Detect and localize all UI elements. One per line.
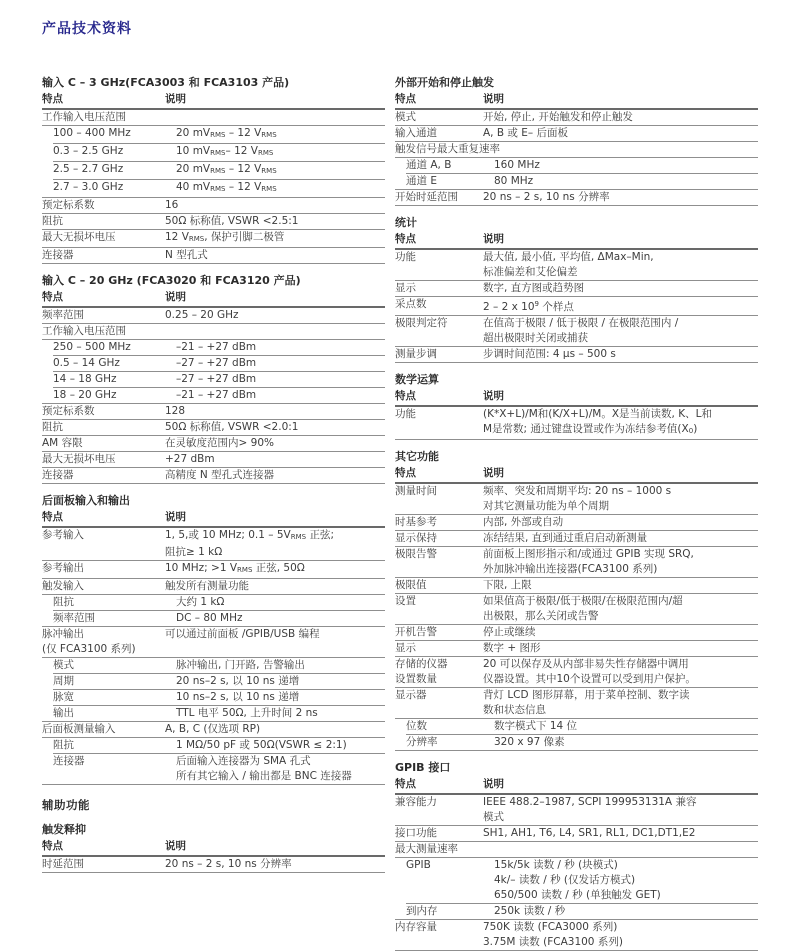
description-cell: 1, 5,或 10 MHz; $0.1 - 5V_{RMS}$ 正弦; 阻抗≥ 1 kΩ [165,529,334,558]
description-cell: 128 [165,405,186,417]
table-row [395,316,758,346]
table-row [42,110,385,125]
description-cell: –27 – +27 dBm [176,373,257,385]
table-row [42,144,385,161]
description-cell: 16 [165,199,179,211]
table-row [395,484,758,514]
table-header-row [395,232,758,250]
table-header-row [395,389,758,407]
table-row [395,407,758,439]
spec-table [395,215,758,363]
feature-cell: 阻抗 [53,596,74,608]
table-header-row [42,92,385,110]
description-column-header: 说明 [483,93,504,105]
description-cell: 大约 1 kΩ [176,596,225,608]
feature-column-header: 特点 [395,467,416,479]
feature-cell: 频率范围 [42,309,84,321]
spec-table [42,75,385,264]
table-header-row [395,466,758,484]
table-row [42,324,385,339]
table-row [395,142,758,157]
feature-cell: 预定标系数 [42,199,95,211]
description-cell: 背灯 LCD 图形屏幕，用于菜单控制、数字读 数和状态信息 [483,689,690,716]
feature-cell: 显示 [395,282,416,294]
table-row [395,126,758,141]
table-row [395,158,758,173]
right-column [395,66,758,951]
table-title: 统计 [395,216,417,229]
description-cell: N 型孔式 [165,249,208,261]
feature-cell: 显示器 [395,689,427,701]
feature-cell: 内存容量 [395,921,437,933]
table-title: 输入 C – 3 GHz(FCA3003 和 FCA3103 产品) [42,76,290,89]
table-row [42,420,385,435]
table-row [395,515,758,530]
description-cell: 冻结结果, 直到通过重启启动新测量 [483,532,648,544]
description-cell: 高精度 N 型孔式连接器 [165,469,275,481]
feature-cell: 到内存 [406,905,438,917]
description-cell: 脉冲输出, 门开路, 告警输出 [176,659,305,671]
feature-cell: 后面板测量输入 [42,723,116,735]
description-cell: 下限, 上限 [483,579,532,591]
description-cell: –21 – +27 dBm [176,389,257,401]
feature-cell: 开机告警 [395,626,437,638]
feature-column-header: 特点 [42,511,63,523]
description-cell: 15k/5k 读数 / 秒 (块模式) 4k/– 读数 / 秒 (仅发话方模式) 650/500 读数 / 秒 (单独触发 GET) [494,859,661,901]
feature-cell: 触发输入 [42,580,84,592]
table-title: GPIB 接口 [395,761,451,774]
description-cell: A, B 或 E– 后面板 [483,127,568,139]
description-column-header: 说明 [165,93,186,105]
feature-cell: 脉宽 [53,691,74,703]
table-bottom-rule [395,205,758,206]
description-cell: –21 – +27 dBm [176,341,257,353]
table-row [42,468,385,483]
table-row [42,690,385,705]
table-row [42,561,385,578]
feature-cell: 显示保持 [395,532,437,544]
table-title: 触发释抑 [42,823,86,836]
description-cell: 80 MHz [494,175,534,187]
description-cell: 50Ω 标称值, VSWR <2.5:1 [165,215,299,227]
feature-cell: GPIB [406,859,431,871]
table-row [42,627,385,657]
description-cell: (K*X+L)/M和(K/X+L)/M。X是当前读数, K、L和 M是常数; 通过键盘设置或作为冻结参考值$(X_0)$ [483,408,712,435]
table-row [42,722,385,737]
description-column-header: 说明 [483,778,504,790]
left-column [42,66,385,873]
table-row [395,110,758,125]
table-row [42,230,385,247]
spec-table [395,760,758,951]
description-column-header: 说明 [165,840,186,852]
table-bottom-rule [395,750,758,751]
feature-cell: 开始时延范围 [395,191,458,203]
feature-cell: 兼容能力 [395,796,437,808]
feature-column-header: 特点 [395,778,416,790]
table-row [395,842,758,857]
description-cell: 数字 + 图形 [483,642,541,654]
table-row [395,174,758,189]
description-cell: 20 $mV_{RMS} - 12$ $V_{RMS}$ [176,163,277,175]
description-cell: 160 MHz [494,159,540,171]
table-row [42,372,385,387]
description-cell: –27 – +27 dBm [176,357,257,369]
description-cell: 20 ns – 2 s, 10 ns 分辨率 [483,191,610,203]
feature-cell: 模式 [53,659,74,671]
feature-cell: 0.3 – 2.5 GHz [53,145,124,157]
table-row [395,347,758,362]
table-row [42,340,385,355]
feature-cell: 功能 [395,408,416,420]
feature-cell: 100 – 400 MHz [53,127,131,139]
table-bottom-rule [395,362,758,363]
feature-cell: 通道 E [406,175,437,187]
feature-cell: 测量步调 [395,348,437,360]
description-cell: 数字, 直方图或趋势图 [483,282,585,294]
table-row [395,735,758,750]
description-cell: A, B, C (仅选项 RP) [165,723,261,735]
feature-cell: 触发信号最大重复速率 [395,143,500,155]
description-cell: 2 – 2 x $10^9$ 个样点 [483,300,574,313]
table-row [42,248,385,263]
description-column-header: 说明 [165,291,186,303]
table-header-row [395,92,758,110]
description-cell: 停止或继续 [483,626,536,638]
feature-cell: 功能 [395,251,416,263]
feature-column-header: 特点 [42,291,63,303]
description-cell: 数字模式下 14 位 [494,720,578,732]
feature-cell: 2.7 – 3.0 GHz [53,181,124,193]
feature-cell: 显示 [395,642,416,654]
description-cell: +27 dBm [165,453,215,465]
table-row [42,611,385,626]
description-cell: 可以通过前面板 /GPIB/USB 编程 [165,628,320,640]
table-row [395,795,758,825]
table-row [42,528,385,560]
feature-cell: 存储的仪器 设置数量 [395,658,448,685]
feature-cell: 位数 [406,720,427,732]
table-row [395,547,758,577]
table-header-row [395,777,758,795]
feature-column-header: 特点 [42,840,63,852]
description-cell: 开始, 停止, 开始触发和停止触发 [483,111,633,123]
description-cell: 10 $mV_{RMS}-$ 12 $V_{RMS}$ [176,145,274,157]
description-cell: 20 ns–2 s, 以 10 ns 递增 [176,675,300,687]
table-row [42,180,385,197]
table-row [395,904,758,919]
two-column-layout [42,66,758,951]
feature-cell: 阻抗 [53,739,74,751]
table-row [42,658,385,673]
table-title: 其它功能 [395,450,439,463]
description-column-header: 说明 [483,390,504,402]
table-row [42,595,385,610]
table-row [395,250,758,280]
description-column-header: 说明 [483,467,504,479]
section-heading: 辅助功能 [42,798,90,812]
spec-table [42,273,385,484]
table-row [42,356,385,371]
feature-cell: 参考输入 [42,529,84,541]
description-cell: 20 ns – 2 s, 10 ns 分辨率 [165,858,292,870]
feature-cell: 连接器 [42,249,74,261]
feature-cell: 分辨率 [406,736,438,748]
description-column-header: 说明 [483,233,504,245]
table-row [395,594,758,624]
table-header-row [42,839,385,857]
spec-table [42,822,385,873]
feature-cell: 连接器 [42,469,74,481]
feature-cell: 工作输入电压范围 [42,111,126,123]
feature-cell: 设置 [395,595,416,607]
feature-cell: 最大无损坏电压 [42,231,116,243]
description-cell: 触发所有测量功能 [165,580,249,592]
table-row [42,162,385,179]
description-cell: 在灵敏度范围内> 90% [165,437,274,449]
feature-cell: 最大无损坏电压 [42,453,116,465]
table-bottom-rule [42,872,385,873]
table-row [395,190,758,205]
table-row [42,126,385,143]
table-title: 后面板输入和输出 [42,494,130,507]
description-cell: 前面板上图形指示和/或通过 GPIB 实现 SRQ, 外加脉冲输出连接器(FCA3100 系列) [483,548,694,575]
table-row [395,281,758,296]
table-row [42,738,385,753]
table-row [42,214,385,229]
feature-cell: 最大测量速率 [395,843,458,855]
description-cell: 10 MHz; >1 $V_{RMS}$ 正弦, 50Ω [165,562,305,574]
description-cell: SH1, AH1, T6, L4, SR1, RL1, DC1,DT1,E2 [483,827,696,839]
description-cell: 后面输入连接器为 SMA 孔式 所有其它输入 / 输出都是 BNC 连接器 [176,755,352,782]
table-row [395,657,758,687]
table-row [42,857,385,872]
feature-column-header: 特点 [395,93,416,105]
feature-cell: 时基参考 [395,516,437,528]
description-cell: 50Ω 标称值, VSWR <2.0:1 [165,421,299,433]
feature-cell: 时延范围 [42,858,84,870]
description-cell: 0.25 – 20 GHz [165,309,239,321]
feature-cell: 0.5 – 14 GHz [53,357,120,369]
description-cell: 40 $mV_{RMS} - 12$ $V_{RMS}$ [176,181,277,193]
page-title: 产品技术资料 [42,21,132,37]
feature-column-header: 特点 [42,93,63,105]
table-row [395,688,758,718]
table-row [395,625,758,640]
table-bottom-rule [42,784,385,785]
table-title: 输入 C – 20 GHz (FCA3020 和 FCA3120 产品) [42,274,301,287]
table-row [42,706,385,721]
table-row [42,308,385,323]
feature-cell: 250 – 500 MHz [53,341,131,353]
description-cell: 12 $V_{RMS}$, 保护引脚二极管 [165,231,285,243]
table-row [395,826,758,841]
description-cell: 750K 读数 (FCA3000 系列) 3.75M 读数 (FCA3100 系列) [483,921,623,948]
description-cell: 步调时间范围: 4 μs – 500 s [483,348,616,360]
table-row [395,531,758,546]
table-row [395,641,758,656]
table-header-row [42,510,385,528]
feature-cell: 通道 A, B [406,159,452,171]
feature-cell: 14 – 18 GHz [53,373,117,385]
description-cell: DC – 80 MHz [176,612,243,624]
table-row [395,578,758,593]
description-cell: 250k 读数 / 秒 [494,905,566,917]
table-title: 数学运算 [395,373,439,386]
description-cell: 20 可以保存及从内部非易失性存储器中调用 仪器设置。其中10个设置可以受到用户保护。 [483,658,696,685]
feature-cell: 输出 [53,707,74,719]
feature-cell: 接口功能 [395,827,437,839]
feature-cell: 参考输出 [42,562,84,574]
feature-column-header: 特点 [395,390,416,402]
description-cell: 如果值高于极限/低于极限/在极限范围内/超 出极限，那么关闭或告警 [483,595,683,622]
table-row [42,579,385,594]
feature-column-header: 特点 [395,233,416,245]
description-cell: 320 x 97 像素 [494,736,565,748]
table-bottom-rule [42,483,385,484]
spec-table [395,372,758,440]
description-column-header: 说明 [165,511,186,523]
table-row [42,436,385,451]
spec-table [395,75,758,206]
feature-cell: 输入通道 [395,127,437,139]
description-cell: TTL 电平 50Ω, 上升时间 2 ns [176,707,318,719]
feature-cell: 2.5 – 2.7 GHz [53,163,124,175]
table-row [42,674,385,689]
description-cell: 频率、突发和周期平均: 20 ns – 1000 s 对其它测量功能为单个周期 [483,485,672,512]
table-row [395,719,758,734]
table-row [42,388,385,403]
table-row [42,452,385,467]
feature-cell: 周期 [53,675,74,687]
feature-cell: 脉冲输出 (仅 FCA3100 系列) [42,628,136,655]
feature-cell: 采点数 [395,298,427,310]
feature-cell: 测量时间 [395,485,437,497]
table-row [395,297,758,315]
feature-cell: 阻抗 [42,215,63,227]
description-cell: 在值高于极限 / 低于极限 / 在极限范围内 / 超出极限时关闭或捕获 [483,317,679,344]
feature-cell: AM 容限 [42,437,83,449]
feature-cell: 极限值 [395,579,427,591]
table-header-row [42,290,385,308]
spec-table [395,449,758,751]
description-cell: 内部, 外部或自动 [483,516,564,528]
feature-cell: 连接器 [53,755,85,767]
feature-cell: 阻抗 [42,421,63,433]
table-row [42,198,385,213]
feature-cell: 18 – 20 GHz [53,389,117,401]
spec-table [42,493,385,785]
feature-cell: 频率范围 [53,612,95,624]
table-row [42,404,385,419]
feature-cell: 模式 [395,111,416,123]
description-cell: 1 MΩ/50 pF 或 50Ω(VSWR ≤ 2:1) [176,739,347,751]
feature-cell: 预定标系数 [42,405,95,417]
feature-cell: 极限判定符 [395,317,448,329]
table-title: 外部开始和停止触发 [395,76,494,89]
description-cell: 最大值, 最小值, 平均值, ΔMax–Min, 标准偏差和艾伦偏差 [483,251,654,278]
feature-cell: 工作输入电压范围 [42,325,126,337]
description-cell: 10 ns–2 s, 以 10 ns 递增 [176,691,300,703]
table-row [42,754,385,784]
feature-cell: 极限告警 [395,548,437,560]
description-cell: 20 $mV_{RMS} - 12$ $V_{RMS}$ [176,127,277,139]
table-bottom-rule [42,263,385,264]
description-cell: IEEE 488.2–1987, SCPI 199953131A 兼容 模式 [483,796,697,823]
table-bottom-rule [395,439,758,440]
table-row [395,858,758,903]
